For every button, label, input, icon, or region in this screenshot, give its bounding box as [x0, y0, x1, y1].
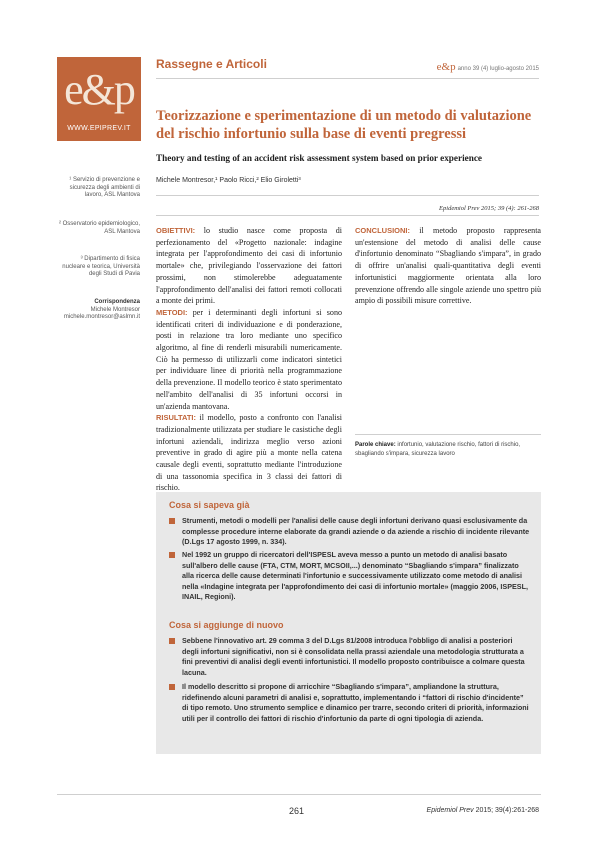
methods-text: per i determinanti degli infortuni si sono identificati criteri di individuazione e di ponderazione, posti in relazione tra loro mediante uno specifico algoritmo, al fine di renderli misurabili numericamente. Ciò ha permesso di utilizzarli come indicatori sintetici per individuare linee di priorità nella programmazione della prevenzione. Il modello teorico è stato sperimentato nell'ambito dell'analisi di 35 infortuni occorsi in un'azienda mantovana. — [156, 307, 342, 411]
bullet-square-icon — [169, 684, 175, 690]
new-item — [169, 682, 531, 724]
known-item — [169, 516, 531, 548]
known-item — [169, 550, 531, 603]
title-rule — [156, 195, 539, 196]
header-rule — [156, 78, 539, 79]
affiliation-3: ³ Dipartimento di fisica nucleare e teorica, Università degli Studi di Pavia — [62, 256, 140, 278]
footer-ref: 2015; 39(4):261-268 — [475, 807, 539, 814]
section-title: Rassegne e Articoli — [156, 57, 267, 71]
issue-info — [437, 61, 539, 73]
results-text: il modello, posto a confronto con l'analisi tradizionalmente utilizzata per studiare le casistiche degli infortuni aziendali, indirizza meglio verso azioni preventive in grado di agire più a monte nella catena causale degli eventi, soprattutto mediante l'introduzione di una tassonomia specifica in 3 classi dei fattori di rischio. — [156, 413, 343, 493]
journal-mark: e&p — [436, 61, 456, 73]
footer-journal: Epidemiol Prev — [426, 807, 474, 814]
conclusions-label: CONCLUSIONI: — [355, 226, 410, 235]
objectives-label: OBIETTIVI: — [156, 226, 196, 235]
summary-box — [156, 492, 541, 754]
bullet-square-icon — [169, 638, 175, 644]
known-item-text: Nel 1992 un gruppo di ricercatori dell'ISPESL aveva messo a punto un metodo di analisi basato sull'albero delle cause (FTA, CTM, MORT, MCSOII,...) denominato “Sbagliando s'impara” finalizzato alla ricerca delle cause determinati l'infortunio e successivamente utilizzato come metodo di analisi nella «Indagine integrata per l'approfondimento dei casi di infortunio mortale» (maggio 2006, ISPESL, INAIL, Regioni). — [182, 550, 528, 602]
correspondence-name: Michele Montresor — [90, 306, 140, 313]
methods-label: METODI: — [156, 307, 188, 317]
keywords-label: Parole chiave: — [355, 442, 396, 448]
abstract-column-1 — [156, 225, 342, 494]
logo-url[interactable]: WWW.EPIPREV.IT — [67, 125, 131, 132]
conclusions-text: il metodo proposto rappresenta un'estensione del metodo di analisi delle cause d'infortunio denominato “Sbagliando s'impara”, in grado di offrire un'analisi quali-quantitativa degli eventi infortunistici maggiormente orientata alla loro prevenzione offrendo alle singole aziende uno spettro più ampio di possibili misure correttive. — [355, 226, 542, 306]
keywords-rule — [355, 434, 541, 435]
citation-rule — [156, 215, 539, 216]
article-subtitle: Theory and testing of an accident risk assessment system based on prior experience — [156, 153, 482, 163]
journal-logo — [57, 57, 141, 141]
affiliation-1: ¹ Servizio di prevenzione e sicurezza degli ambienti di lavoro, ASL Mantova — [69, 177, 140, 199]
correspondence-label: Corrispondenza — [94, 299, 140, 305]
correspondence-email[interactable]: michele.montresor@aslmn.it — [63, 314, 140, 321]
footer-citation — [427, 807, 539, 814]
logo-mark: e&p — [64, 65, 134, 114]
new-item-text: Sebbene l'innovativo art. 29 comma 3 del D.Lgs 81/2008 introduca l'obbligo di analisi a posteriori degli infortuni significativi, non si è consolidata nella prassi aziendale una metodologia strutturata a fini preventivi di analisi degli eventi infortunistici. Il modello proposto contribuisce a colmare questa lacuna. — [182, 636, 525, 677]
new-heading: Cosa si aggiunge di nuovo — [169, 620, 284, 630]
issue-label: anno 39 (4) luglio-agosto 2015 — [457, 66, 539, 72]
article-title: Teorizzazione e sperimentazione di un metodo di valutazione del rischio infortunio sulla base di eventi pregressi — [156, 108, 532, 142]
abstract-column-2 — [355, 225, 541, 307]
page-number: 261 — [289, 806, 305, 816]
known-heading: Cosa si sapeva già — [169, 500, 250, 510]
new-item-text: Il modello descritto si propone di arricchire “Sbagliando s'impara”, ampliandone la struttura, ridefinendo alcuni parametri di analisi e, soprattutto, implementando i “fattori di rischio d'incidente” di tipo remoto. Uno strumento semplice e dinamico per trarre, secondo criteri di priorità, informazioni utili per il controllo dei fattori di rischio d'infortunio da parte di ogni tipologia di azienda. — [182, 682, 529, 723]
objectives-text: lo studio nasce come proposta di perfezionamento del «Progetto nazionale: indagine integrata per l'approfondimento dei casi di infortunio mortale» che, privilegiando l'osservazione dei fattori prossimi, non stimolerebbe adeguatamente l'approfondimento dell'analisi dei fattori remoti collocati a monte dei primi. — [156, 226, 342, 306]
correspondence — [57, 299, 140, 322]
affiliation-2: ² Osservatorio epidemiologico, ASL Mantova — [58, 221, 140, 235]
article-citation: Epidemiol Prev 2015; 39 (4): 261-268 — [439, 205, 539, 212]
bullet-square-icon — [169, 552, 175, 558]
author-list: Michele Montresor,¹ Paolo Ricci,² Elio Giroletti³ — [156, 177, 301, 184]
keywords-text: infortunio, valutazione rischio, fattori di rischio, sbagliando s'impara, sicurezza lavoro — [355, 442, 521, 457]
new-item — [169, 636, 531, 678]
known-item-text: Strumenti, metodi o modelli per l'analisi delle cause degli infortuni derivano quasi esclusivamente da complesse procedure interne elaborate da grandi aziende o da aziende a rischio di incidente rilevante (D.Lgs 17 agosto 1999, n. 334). — [182, 516, 530, 547]
footer-rule — [57, 794, 541, 795]
keywords — [355, 441, 541, 458]
bullet-square-icon — [169, 518, 175, 524]
results-label: RISULTATI: — [156, 413, 196, 423]
